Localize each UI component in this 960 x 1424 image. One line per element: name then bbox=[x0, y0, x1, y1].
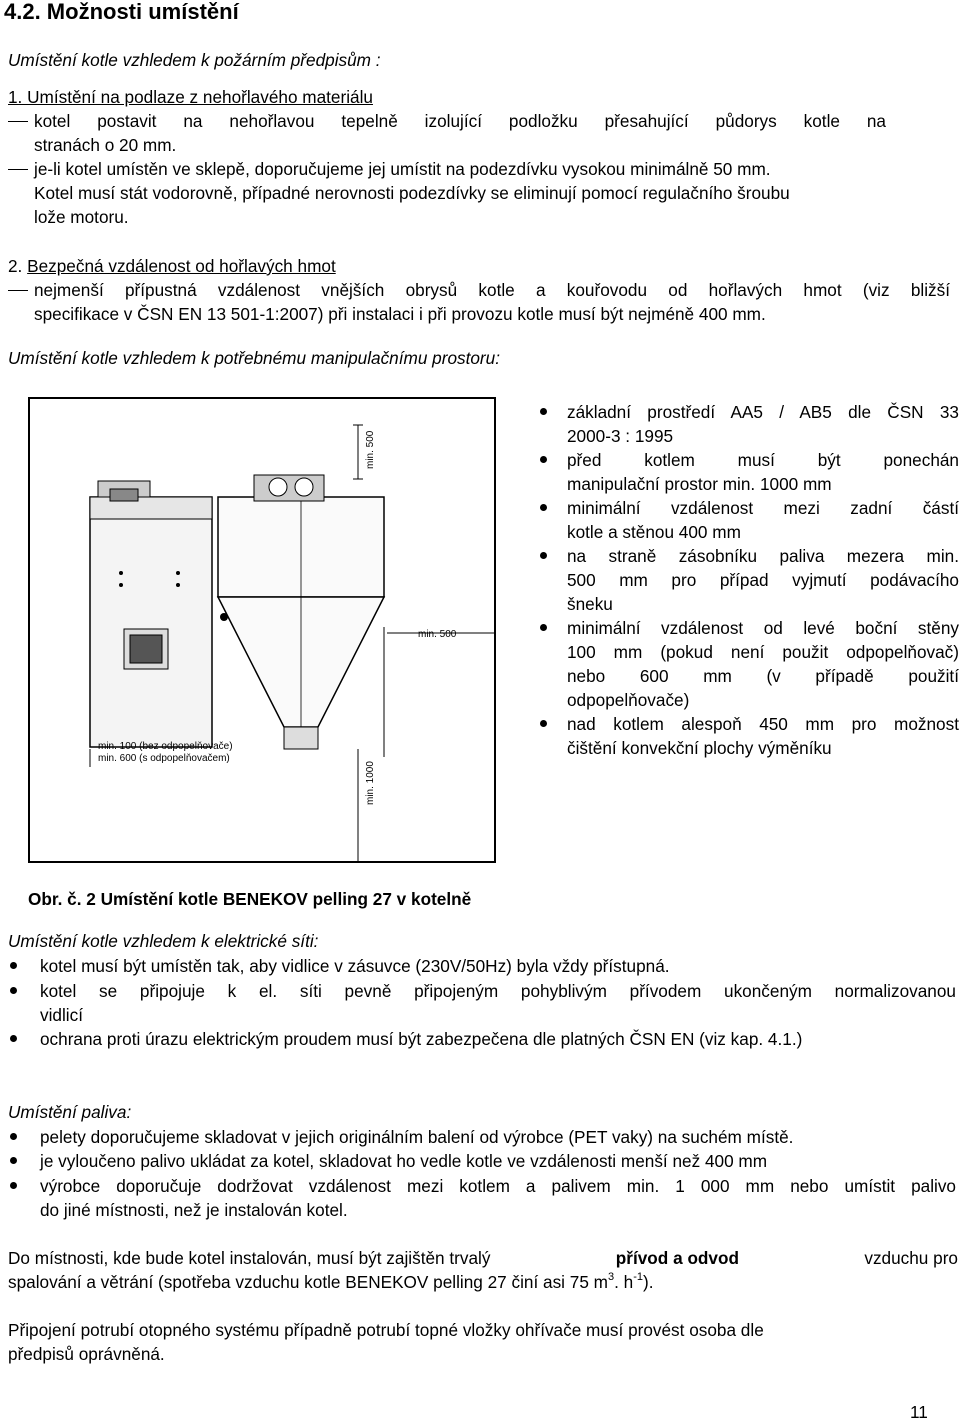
manip-bullet-line: nad kotlem alespoň 450 mm pro možnost bbox=[567, 714, 959, 734]
motor-pulley bbox=[295, 478, 313, 496]
item2-title: 2. Bezpečná vzdálenost od hořlavých hmot bbox=[8, 256, 336, 276]
electric-bullet1: kotel musí být umístěn tak, aby vidlice v zásuvce (230V/50Hz) byla vždy přístupná. bbox=[40, 956, 670, 976]
manip-bullet-line: kotle a stěnou 400 mm bbox=[567, 522, 741, 542]
manip-bullet-line: manipulační prostor min. 1000 mm bbox=[567, 474, 832, 494]
heating-line2: předpisů oprávněná. bbox=[8, 1344, 165, 1364]
item2-bullet1-line2: specifikace v ČSN EN 13 501-1:2007) při instalaci i při provozu kotle musí být nejméně 400 mm. bbox=[34, 304, 766, 324]
manip-bullet-line: minimální vzdálenost od levé boční stěny bbox=[567, 618, 959, 638]
motor-pulley bbox=[269, 478, 287, 496]
manip-bullet-line: 100 mm (pokud není použit odpopelňovač) bbox=[567, 642, 959, 662]
manip-bullet-line: minimální vzdálenost mezi zadní částí bbox=[567, 498, 959, 518]
dimension-label-side: min. 500 bbox=[418, 629, 457, 640]
fuel-bullet2: je vyloučeno palivo ukládat za kotel, skladovat ho vedle kotle ve vzdálenosti menší než 400 mm bbox=[40, 1151, 768, 1171]
hopper-handle bbox=[220, 613, 228, 621]
item1-bullet2-line3: lože motoru. bbox=[34, 207, 129, 227]
manip-bullet-line: 2000-3 : 1995 bbox=[567, 426, 674, 446]
fuel-bullet3-line1: výrobce doporučuje dodržovat vzdálenost mezi kotlem a palivem min. 1 000 mm nebo umístit palivo bbox=[40, 1176, 956, 1196]
electric-bullet2-line2: vidlicí bbox=[40, 1005, 83, 1025]
manip-bullet-line: čištění konvekční plochy výměníku bbox=[567, 738, 832, 758]
manip-section-title: Umístění kotle vzhledem k potřebnému manipulačnímu prostoru: bbox=[8, 348, 500, 368]
item2-bullet1-line1: nejmenší přípustná vzdálenost vnějších obrysů kotle a kouřovodu od hořlavých hmot (viz bližší bbox=[34, 280, 950, 300]
bullet-dot bbox=[540, 720, 547, 727]
dimension-label-100: min. 100 (bez odpopelňovače) bbox=[98, 741, 233, 752]
bullet-dot bbox=[540, 504, 547, 511]
feeder bbox=[284, 727, 318, 749]
item1-title: 1. Umístění na podlaze z nehořlavého materiálu bbox=[8, 87, 373, 107]
bullet-dot bbox=[540, 456, 547, 463]
boiler-body bbox=[90, 497, 212, 747]
bullet-dot bbox=[10, 1157, 17, 1164]
boiler-screw bbox=[176, 583, 180, 587]
electric-section-title: Umístění kotle vzhledem k elektrické síti: bbox=[8, 931, 319, 951]
boiler-screw bbox=[119, 571, 123, 575]
heating-line1: Připojení potrubí otopného systému případně potrubí topné vložky ohřívače musí provést osoba dle bbox=[8, 1320, 764, 1340]
dash-bullet bbox=[8, 290, 28, 291]
page-number: 11 bbox=[910, 1402, 928, 1422]
bullet-dot bbox=[10, 1133, 17, 1140]
dimension-label-top: min. 500 bbox=[365, 430, 376, 469]
boiler-flue-pipe bbox=[110, 489, 138, 501]
manip-bullet-line: odpopelňovače) bbox=[567, 690, 690, 710]
bullet-dot bbox=[10, 987, 17, 994]
item1-bullet2-line1: je-li kotel umístěn ve sklepě, doporučujeme jej umístit na podezdívku vysokou minimálně 50 mm. bbox=[34, 159, 771, 179]
air-line1: Do místnosti, kde bude kotel instalován, musí být zajištěn trvalý přívod a odvod vzduchu pro bbox=[8, 1248, 958, 1268]
item1-bullet1-line2: stranách o 20 mm. bbox=[34, 135, 177, 155]
air-line2: spalování a větrání (spotřeba vzduchu kotle BENEKOV pelling 27 činí asi 75 $m^3$. $h^{-1}$). bbox=[8, 1271, 654, 1292]
fuel-bullet3-line2: do jiné místnosti, než je instalován kotel. bbox=[40, 1200, 348, 1220]
manip-bullet-line: na straně zásobníku paliva mezera min. bbox=[567, 546, 959, 566]
boiler-placement-diagram bbox=[28, 397, 496, 863]
boiler-door-window bbox=[130, 635, 162, 663]
electric-bullet2-line1: kotel se připojuje k el. síti pevně připojeným pohyblivým přívodem ukončeným normalizovanou bbox=[40, 981, 956, 1001]
boiler-top-cover bbox=[90, 497, 212, 519]
manip-bullet-line: základní prostředí AA5 / AB5 dle ČSN 33 bbox=[567, 402, 959, 422]
manip-bullet-line: 500 mm pro případ vyjmutí podávacího bbox=[567, 570, 959, 590]
boiler-screw bbox=[119, 583, 123, 587]
boiler-screw bbox=[176, 571, 180, 575]
manip-bullet-line: nebo 600 mm (v případě použití bbox=[567, 666, 959, 686]
bullet-dot bbox=[10, 1182, 17, 1189]
dimension-label-1000: min. 1000 bbox=[365, 761, 376, 805]
fuel-bullet1: pelety doporučujeme skladovat v jejich originálním balení od výrobce (PET vaky) na suchém místě. bbox=[40, 1127, 794, 1147]
manip-bullet-line: před kotlem musí být ponechán bbox=[567, 450, 959, 470]
bullet-dot bbox=[540, 624, 547, 631]
dash-bullet bbox=[8, 169, 28, 170]
bullet-dot bbox=[540, 552, 547, 559]
bullet-dot bbox=[10, 962, 17, 969]
dimension-label-600: min. 600 (s odpopelňovačem) bbox=[98, 753, 230, 764]
fire-section-title: Umístění kotle vzhledem k požárním předpisům : bbox=[8, 50, 381, 70]
bullet-dot bbox=[10, 1035, 17, 1042]
feeder-motor bbox=[254, 475, 324, 501]
fuel-section-title: Umístění paliva: bbox=[8, 1102, 132, 1122]
dash-bullet bbox=[8, 121, 28, 122]
section-heading: 4.2. Možnosti umístění bbox=[4, 0, 239, 24]
electric-bullet3: ochrana proti úrazu elektrickým proudem musí být zabezpečena dle platných ČSN EN (viz kap. 4.1.) bbox=[40, 1029, 803, 1049]
item1-bullet2-line2: Kotel musí stát vodorovně, případné nerovnosti podezdívky se eliminují pomocí regulačního šroubu bbox=[34, 183, 790, 203]
figure-caption: Obr. č. 2 Umístění kotle BENEKOV pelling 27 v kotelně bbox=[28, 889, 472, 909]
bullet-dot bbox=[540, 408, 547, 415]
item1-bullet1-line1: kotel postavit na nehořlavou tepelně izolující podložku přesahující půdorys kotle na bbox=[34, 111, 886, 131]
manip-bullet-line: šneku bbox=[567, 594, 613, 614]
